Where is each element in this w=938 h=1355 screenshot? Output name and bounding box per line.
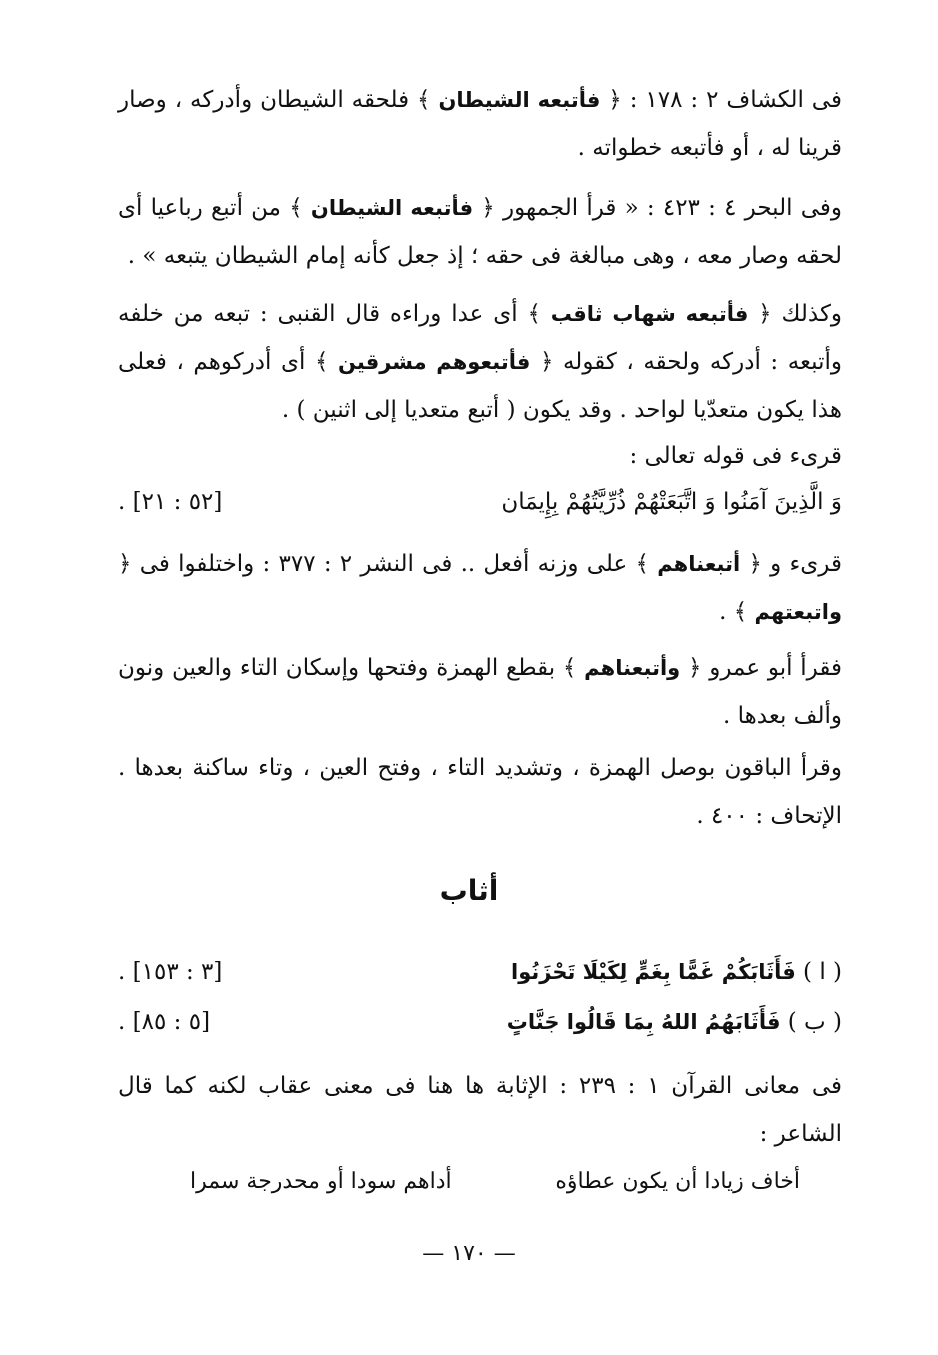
verse-reference: [٥ : ٨٥] .: [118, 1009, 211, 1035]
quranic-quote: فأتبعوهم مشرقين: [338, 350, 531, 374]
paragraph-qurie-intro: [118, 432, 842, 480]
paragraph-maani: [118, 1062, 842, 1158]
text-segment: فى الكشاف ٢ : ١٧٨ : ﴿: [600, 87, 842, 113]
text-segment: وفى البحر ٤ : ٤٢٣ : « قرأ الجمهور ﴿: [473, 195, 842, 221]
text-segment: ﴾ فلحقه الشيطان وأدركه ، وصار قرينا له ، أو فأتبعه خطواته .: [118, 87, 842, 161]
poem-second-hemistich: أداهم سودا أو محدرجة سمرا: [190, 1169, 452, 1194]
verse-reference: [٣ : ١٥٣] .: [118, 959, 223, 985]
poem-first-hemistich: أخاف زيادا أن يكون عطاؤه: [555, 1169, 800, 1194]
verse-line: [118, 480, 842, 524]
paragraph-bahr: [118, 184, 842, 280]
poem-verse: [190, 1160, 800, 1204]
quranic-quote: فأتبعه شهاب ثاقب: [550, 302, 749, 326]
verse-line-b: [118, 1000, 842, 1044]
verse-line-a: [118, 950, 842, 994]
text-segment: فى معانى القرآن ١ : ٢٣٩ : الإثابة ها هنا فى معنى عقاب لكنه كما قال الشاعر :: [118, 1073, 842, 1147]
quranic-quote: واتبعتهم: [754, 600, 842, 624]
page-number: — ١٧٠ —: [422, 1241, 516, 1266]
verse-label: ( ا ): [803, 959, 842, 985]
verse-text: فَأَثَابَهُمُ اللهُ بِمَا قَالُوا جَنَّاتٍ: [506, 1010, 781, 1034]
text-segment: ﴾ على وزنه أفعل .. فى النشر ٢ : ٣٧٧ : واختلفوا فى ﴿: [118, 551, 658, 577]
text-segment: فقرأ أبو عمرو ﴿: [680, 655, 842, 681]
verse-reference: [٥٢ : ٢١] .: [118, 489, 223, 515]
quranic-quote: أتبعناهم: [657, 552, 741, 576]
text-segment: ﴾ .: [719, 599, 755, 625]
text-segment: ﴾ أى عدا وراءه قال القنبى : تبعه من خلفه وأتبعه : أدركه ولحقه ، كقوله ﴿: [118, 301, 842, 375]
paragraph-atbaanahum: [118, 540, 842, 636]
paragraph-kadhalik: [118, 290, 842, 434]
paragraph-kashshaf: [118, 76, 842, 172]
text-segment: وقرأ الباقون بوصل الهمزة ، وتشديد التاء ، وفتح العين ، وتاء ساكنة بعدها . الإتحاف : ٤٠٠ .: [118, 755, 842, 829]
text-segment: ﴾ أى أدركوهم ، فعلى هذا يكون متعدّيا لواحد . وقد يكون ( أتبع متعديا إلى اثنين ) .: [118, 349, 842, 423]
text-segment: ﴾ بقطع الهمزة وفتحها وإسكان التاء والعين ونون وألف بعدها .: [118, 655, 842, 729]
verse-label: ( ب ): [787, 1009, 842, 1035]
section-heading: أثاب: [439, 874, 499, 907]
verse-content: [511, 950, 842, 994]
quranic-quote: فأتبعه الشيطان: [310, 196, 474, 220]
quranic-quote: وأتبعناهم: [584, 656, 681, 680]
text-segment: وكذلك ﴿: [748, 301, 842, 327]
text-segment: قرىء فى قوله تعالى :: [629, 443, 842, 469]
verse-text: وَ الَّذِينَ آمَنُوا وَ اتَّبَعَتْهُمْ ذُرِّيَّتُهُمْ بِإِيمَان: [501, 489, 842, 515]
quranic-quote: فأتبعه الشيطان: [438, 88, 601, 112]
verse-content: [507, 1000, 842, 1044]
text-segment: ﴾ من أتبع رباعيا أى لحقه وصار معه ، وهى مبالغة فى حقه ؛ إذ جعل كأنه إمام الشيطان يتبعه » .: [118, 195, 842, 269]
paragraph-abu-amr: [118, 644, 842, 740]
paragraph-baqun: [118, 744, 842, 840]
verse-text: فَأَثَابَكُمْ غَمًّا بِغَمٍّ لِكَيْلَا تَحْزَنُوا: [511, 960, 796, 984]
text-segment: قرىء و ﴿: [740, 551, 842, 577]
